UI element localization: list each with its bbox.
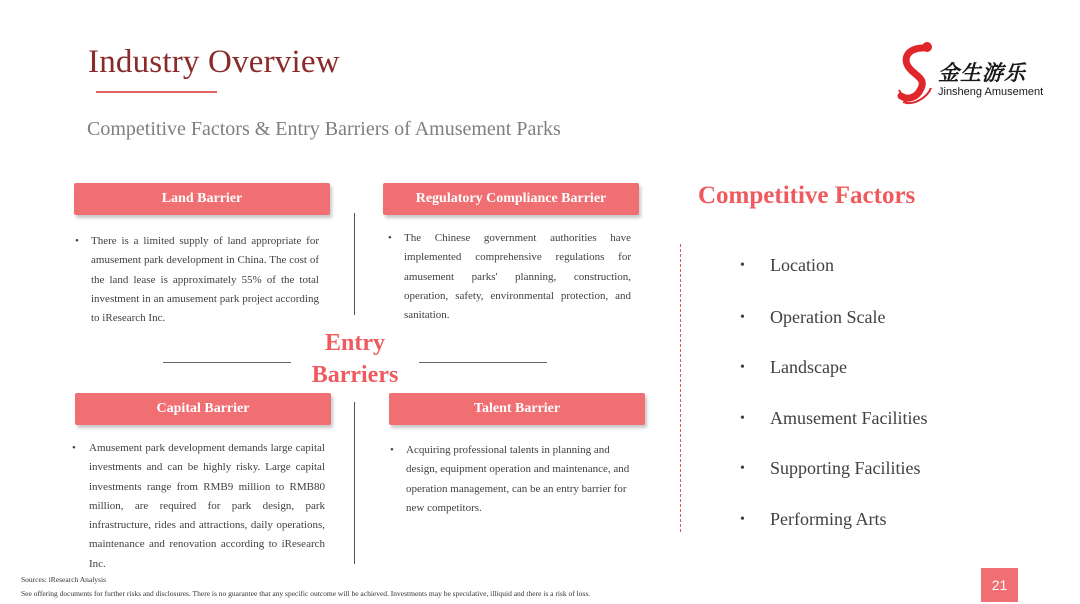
factor-label: Supporting Facilities (770, 458, 921, 478)
land-barrier-block (75, 232, 319, 328)
factor-item (740, 255, 834, 276)
land-barrier-text: There is a limited supply of land appropriate for amusement park development in China. The cost of the land lease is approximately 55% of the total investment in an amusement park project according to iResearch Inc. (91, 235, 319, 325)
bullet-dot: • (388, 232, 392, 244)
factor-label: Performing Arts (770, 509, 887, 529)
regulatory-barrier-tab: Regulatory Compliance Barrier (383, 183, 639, 215)
dashed-divider (680, 244, 681, 532)
bullet-dot: • (740, 310, 745, 325)
bullet-dot: • (740, 411, 745, 426)
capital-barrier-tab: Capital Barrier (75, 393, 331, 425)
sources-note: Sources: iResearch Analysis (21, 575, 106, 584)
land-barrier-tab: Land Barrier (74, 183, 330, 215)
talent-barrier-block (390, 441, 630, 518)
title-underline (96, 91, 217, 93)
divider-left (163, 362, 291, 363)
factor-label: Location (770, 255, 834, 275)
factor-item (740, 408, 927, 429)
disclaimer-note: See offering documents for further risks and disclosures. There is no guarantee that any specific outcome will be achieved. Investments may be speculative, illiquid and there is a risk of loss. (21, 589, 591, 598)
factor-label: Amusement Facilities (770, 408, 928, 428)
competitive-factors-title: Competitive Factors (698, 182, 916, 209)
capital-barrier-text: Amusement park development demands large capital investments and can be highly risky. Large capital investments range from RMB9 million to RMB80 million, are required for park design, park infrastructure, rides and attractions, daily operations, maintenance and renovation according to iResearch Inc. (89, 442, 325, 570)
divider-bottom (354, 402, 355, 564)
talent-barrier-tab: Talent Barrier (389, 393, 645, 425)
entry-label-line1: Entry (325, 330, 385, 356)
factor-item (740, 307, 885, 328)
factor-item (740, 509, 887, 530)
bullet-dot: • (740, 512, 745, 527)
entry-barriers-label (300, 327, 410, 391)
factor-label: Landscape (770, 357, 847, 377)
bullet-dot: • (740, 360, 745, 375)
regulatory-barrier-block (388, 229, 631, 325)
factor-item (740, 458, 921, 479)
divider-top (354, 213, 355, 315)
page-subtitle: Competitive Factors & Entry Barriers of Amusement Parks (87, 118, 561, 140)
bullet-dot: • (72, 442, 76, 454)
entry-label-line2: Barriers (311, 362, 399, 388)
page-title: Industry Overview (88, 44, 340, 80)
bullet-dot: • (75, 235, 79, 247)
divider-right (419, 362, 547, 363)
bullet-dot: • (390, 444, 394, 456)
page-number: 21 (981, 568, 1018, 602)
talent-barrier-text: Acquiring professional talents in planning and design, equipment operation and maintenance, and operation management, can be an entry barrier for new competitors. (406, 444, 630, 514)
logo-chinese-name: 金生游乐 (938, 61, 1026, 85)
regulatory-barrier-text: The Chinese government authorities have implemented comprehensive regulations for amusement parks' planning, construction, operation, safety, environmental protection, and sanitation. (404, 232, 631, 322)
bullet-dot: • (740, 461, 745, 476)
factor-label: Operation Scale (770, 307, 886, 327)
logo-english-name: Jinsheng Amusement (938, 86, 1044, 98)
capital-barrier-block (72, 439, 325, 574)
bullet-dot: • (740, 258, 745, 273)
factor-item (740, 357, 847, 378)
